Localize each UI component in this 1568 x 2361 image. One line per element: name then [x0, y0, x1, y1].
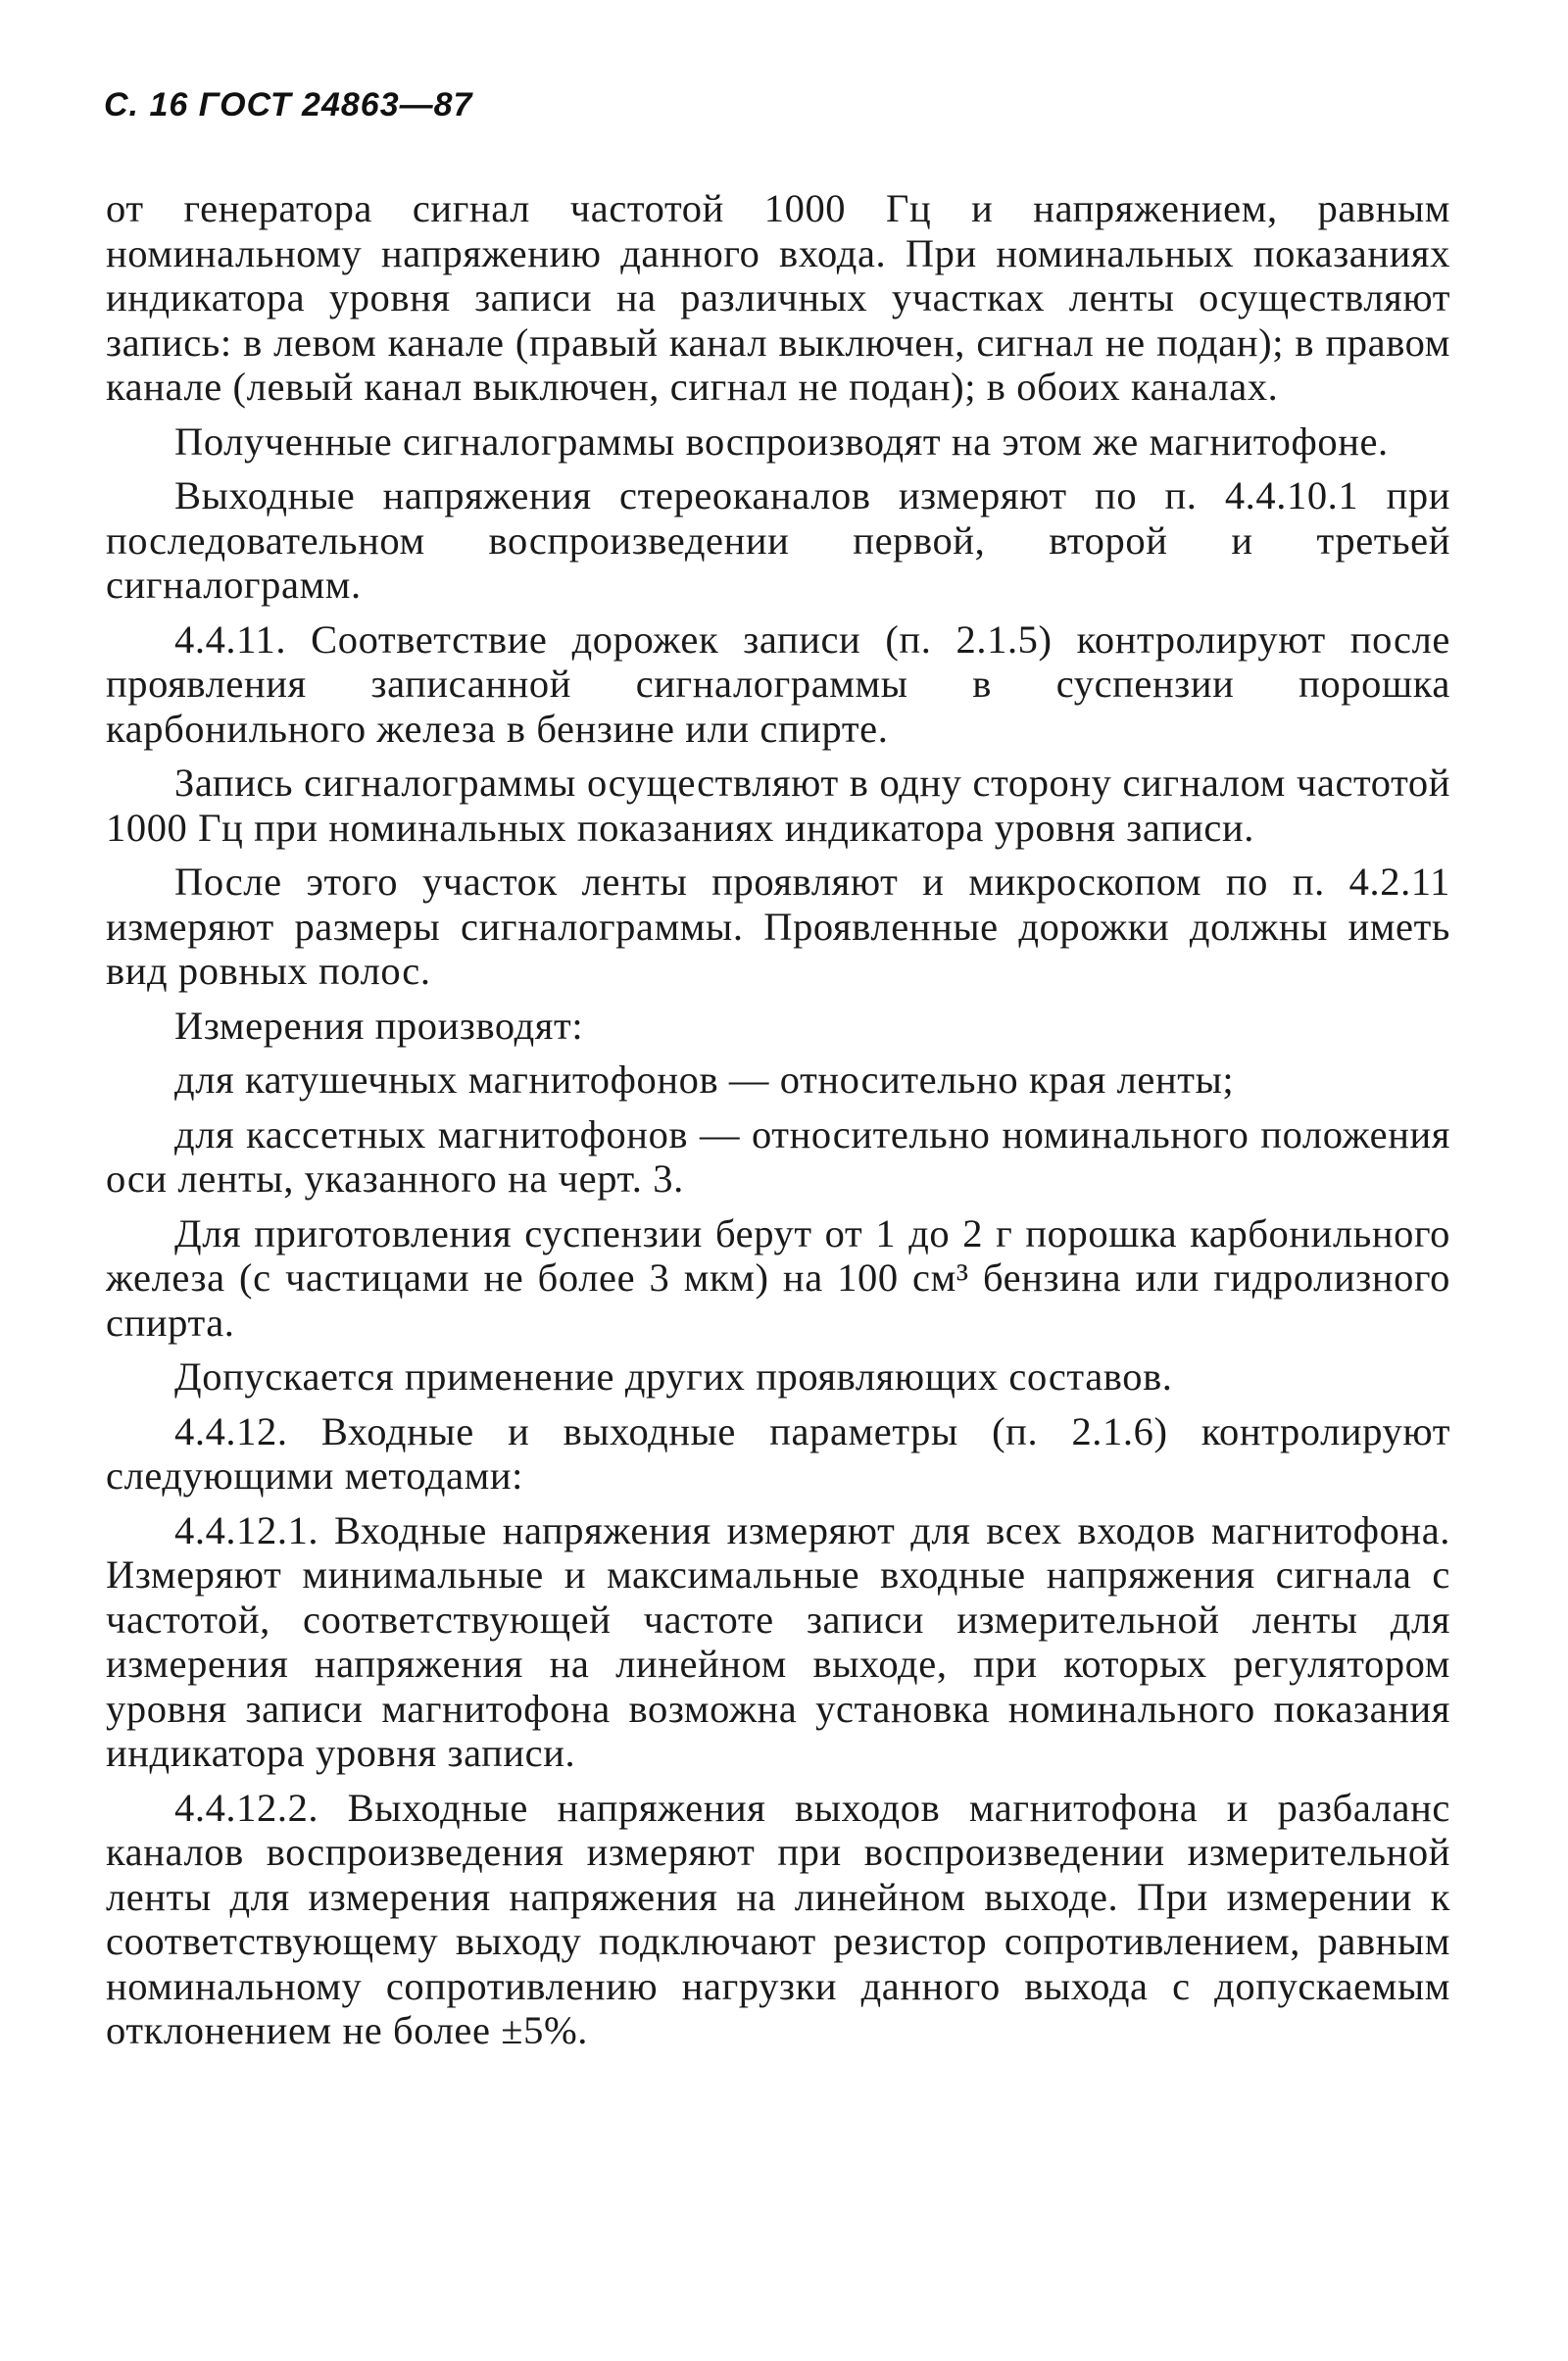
paragraph-playback: Полученные сигналограммы воспроизводят на этом же магнитофоне.: [174, 418, 1389, 464]
paragraph-continuation: от генератора сигнал частотой 1000 Гц и напряжением, равным номинальному напряжению данного входа. При номинальных показаниях индикатора уровня записи на различных участках ленты осуществляют запись: в левом канале (правый канал выключен, сигнал не подан); в правом канале (левый канал выключен, сигнал не подан); в обоих каналах.: [106, 186, 1450, 409]
paragraph-other-compositions: Допускается применение других проявляющих составов.: [174, 1354, 1173, 1399]
paragraph-4-4-12-2: 4.4.12.2. Выходные напряжения выходов магнитофона и разбаланс каналов воспроизведения измеряют при воспроизведении измерительной ленты для измерения напряжения на линейном выходе. При измерении к соответствующему выходу подключают резистор сопротивлением, равным номинальному сопротивлению нагрузки данного выхода с допускаемым отклонением не более ±5%.: [106, 1785, 1450, 2052]
paragraph-suspension: Для приготовления суспензии берут от 1 до 2 г порошка карбонильного железа (с частицами не более 3 мкм) на 100 см³ бензина или гидролизного спирта.: [106, 1210, 1450, 1345]
paragraph-measurements: Измерения производят:: [174, 1003, 584, 1048]
paragraph-output-voltages: Выходные напряжения стереоканалов измеряют по п. 4.4.10.1 при последовательном воспроизведении первой, второй и третьей сигналограмм.: [106, 473, 1450, 607]
paragraph-cassette-recorders: для кассетных магнитофонов — относительно номинального положения оси ленты, указанного на черт. 3.: [106, 1111, 1450, 1201]
paragraph-developing: После этого участок ленты проявляют и микроскопом по п. 4.2.11 измеряют размеры сигналограммы. Проявленные дорожки должны иметь вид ровных полос.: [106, 860, 1450, 993]
page-header: С. 16 ГОСТ 24863—87: [104, 86, 473, 123]
paragraph-reel-recorders: для катушечных магнитофонов — относительно края ленты;: [174, 1058, 1235, 1102]
document-body: [106, 186, 1450, 2053]
paragraph-4-4-11: 4.4.11. Соответствие дорожек записи (п. 2.1.5) контролируют после проявления записанной сигналограммы в суспензии порошка карбонильного железа в бензине или спирте.: [106, 616, 1450, 751]
paragraph-4-4-12-1: 4.4.12.1. Входные напряжения измеряют для всех входов магнитофона. Измеряют минимальные и максимальные входные напряжения сигнала с частотой, соответствующей частоте записи измерительной ленты для измерения напряжения на линейном выходе, при которых регулятором уровня записи магнитофона возможна установка номинального показания индикатора уровня записи.: [106, 1507, 1450, 1775]
paragraph-recording: Запись сигналограммы осуществляют в одну сторону сигналом частотой 1000 Гц при номинальных показаниях индикатора уровня записи.: [106, 761, 1450, 850]
paragraph-4-4-12: 4.4.12. Входные и выходные параметры (п. 2.1.6) контролируют следующими методами:: [106, 1408, 1450, 1498]
